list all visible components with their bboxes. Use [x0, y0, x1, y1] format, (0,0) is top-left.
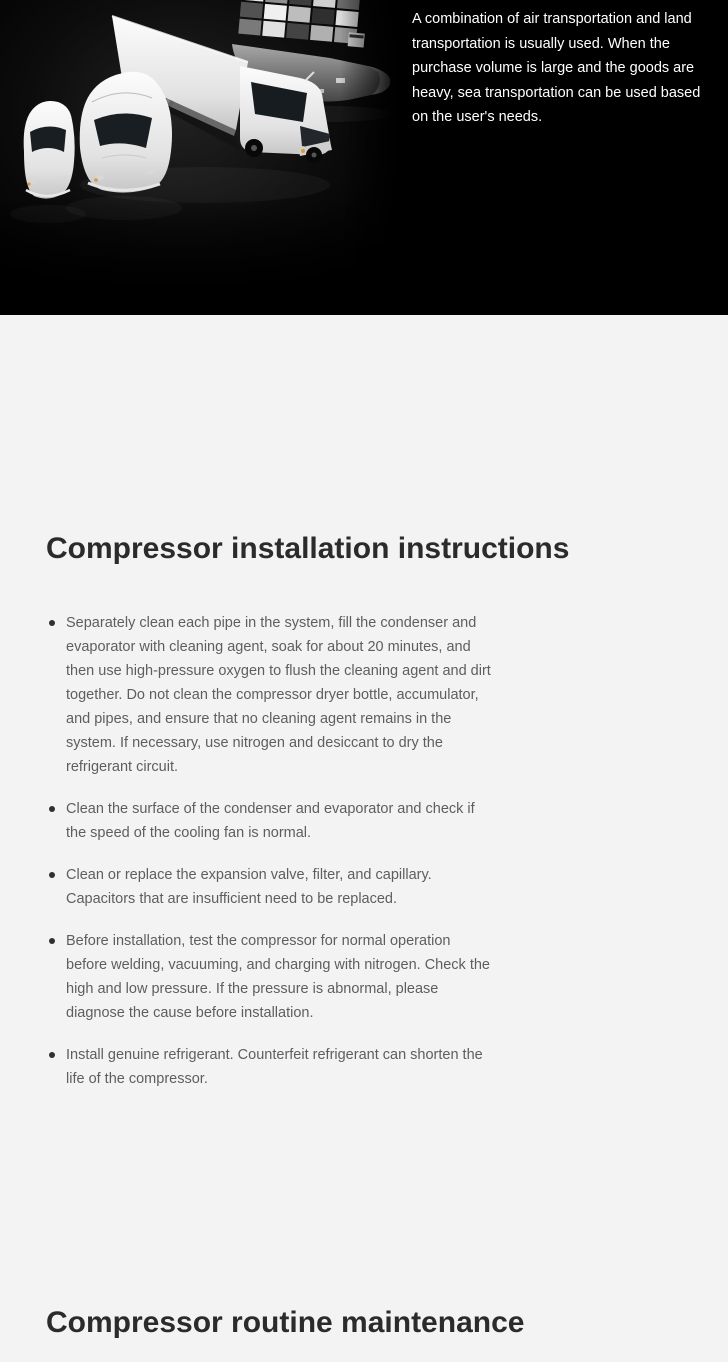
- photo-bottom-fade: [0, 195, 400, 315]
- list-item-text: Before installation, test the compressor for normal operation before welding, vacuuming, and charging with nitrogen. Check the high and low pressure. If the pressure is abnormal, please diagnose the cause before installation.: [66, 933, 490, 1021]
- installation-section-title: Compressor installation instructions: [46, 532, 570, 565]
- bullet-icon: [49, 620, 55, 626]
- bullet-icon: [49, 1052, 55, 1058]
- list-item: [46, 863, 494, 911]
- list-item-text: Clean the surface of the condenser and evaporator and check if the speed of the cooling fan is normal.: [66, 801, 475, 841]
- hero-section: [0, 0, 728, 315]
- bullet-icon: [49, 806, 55, 812]
- main-content: [0, 315, 728, 1340]
- installation-bullet-list: [46, 611, 682, 1091]
- list-item-text: Clean or replace the expansion valve, filter, and capillary. Capacitors that are insufficient need to be replaced.: [66, 867, 432, 907]
- list-item: [46, 611, 494, 779]
- hero-caption: A combination of air transportation and land transportation is usually used. When the purchase volume is large and the goods are heavy, sea transportation can be used based on the user's needs.: [412, 11, 701, 125]
- bullet-icon: [49, 872, 55, 878]
- maintenance-section-title: Compressor routine maintenance: [46, 1306, 525, 1339]
- list-item: [46, 929, 494, 1025]
- bullet-icon: [49, 938, 55, 944]
- list-item: [46, 797, 494, 845]
- hero-photo-illustration: [0, 0, 400, 315]
- list-item-text: Separately clean each pipe in the system, fill the condenser and evaporator with cleaning agent, soak for about 20 minutes, and then use high-pressure oxygen to flush the cleaning agent and dirt together. Do not clean the compressor dryer bottle, accumulator, and pipes, and ensure that no cleaning agent remains in the system. If necessary, use nitrogen and desiccant to dry the refrigerant circuit.: [66, 615, 491, 775]
- list-item: [46, 1043, 494, 1091]
- list-item-text: Install genuine refrigerant. Counterfeit refrigerant can shorten the life of the compressor.: [66, 1047, 483, 1087]
